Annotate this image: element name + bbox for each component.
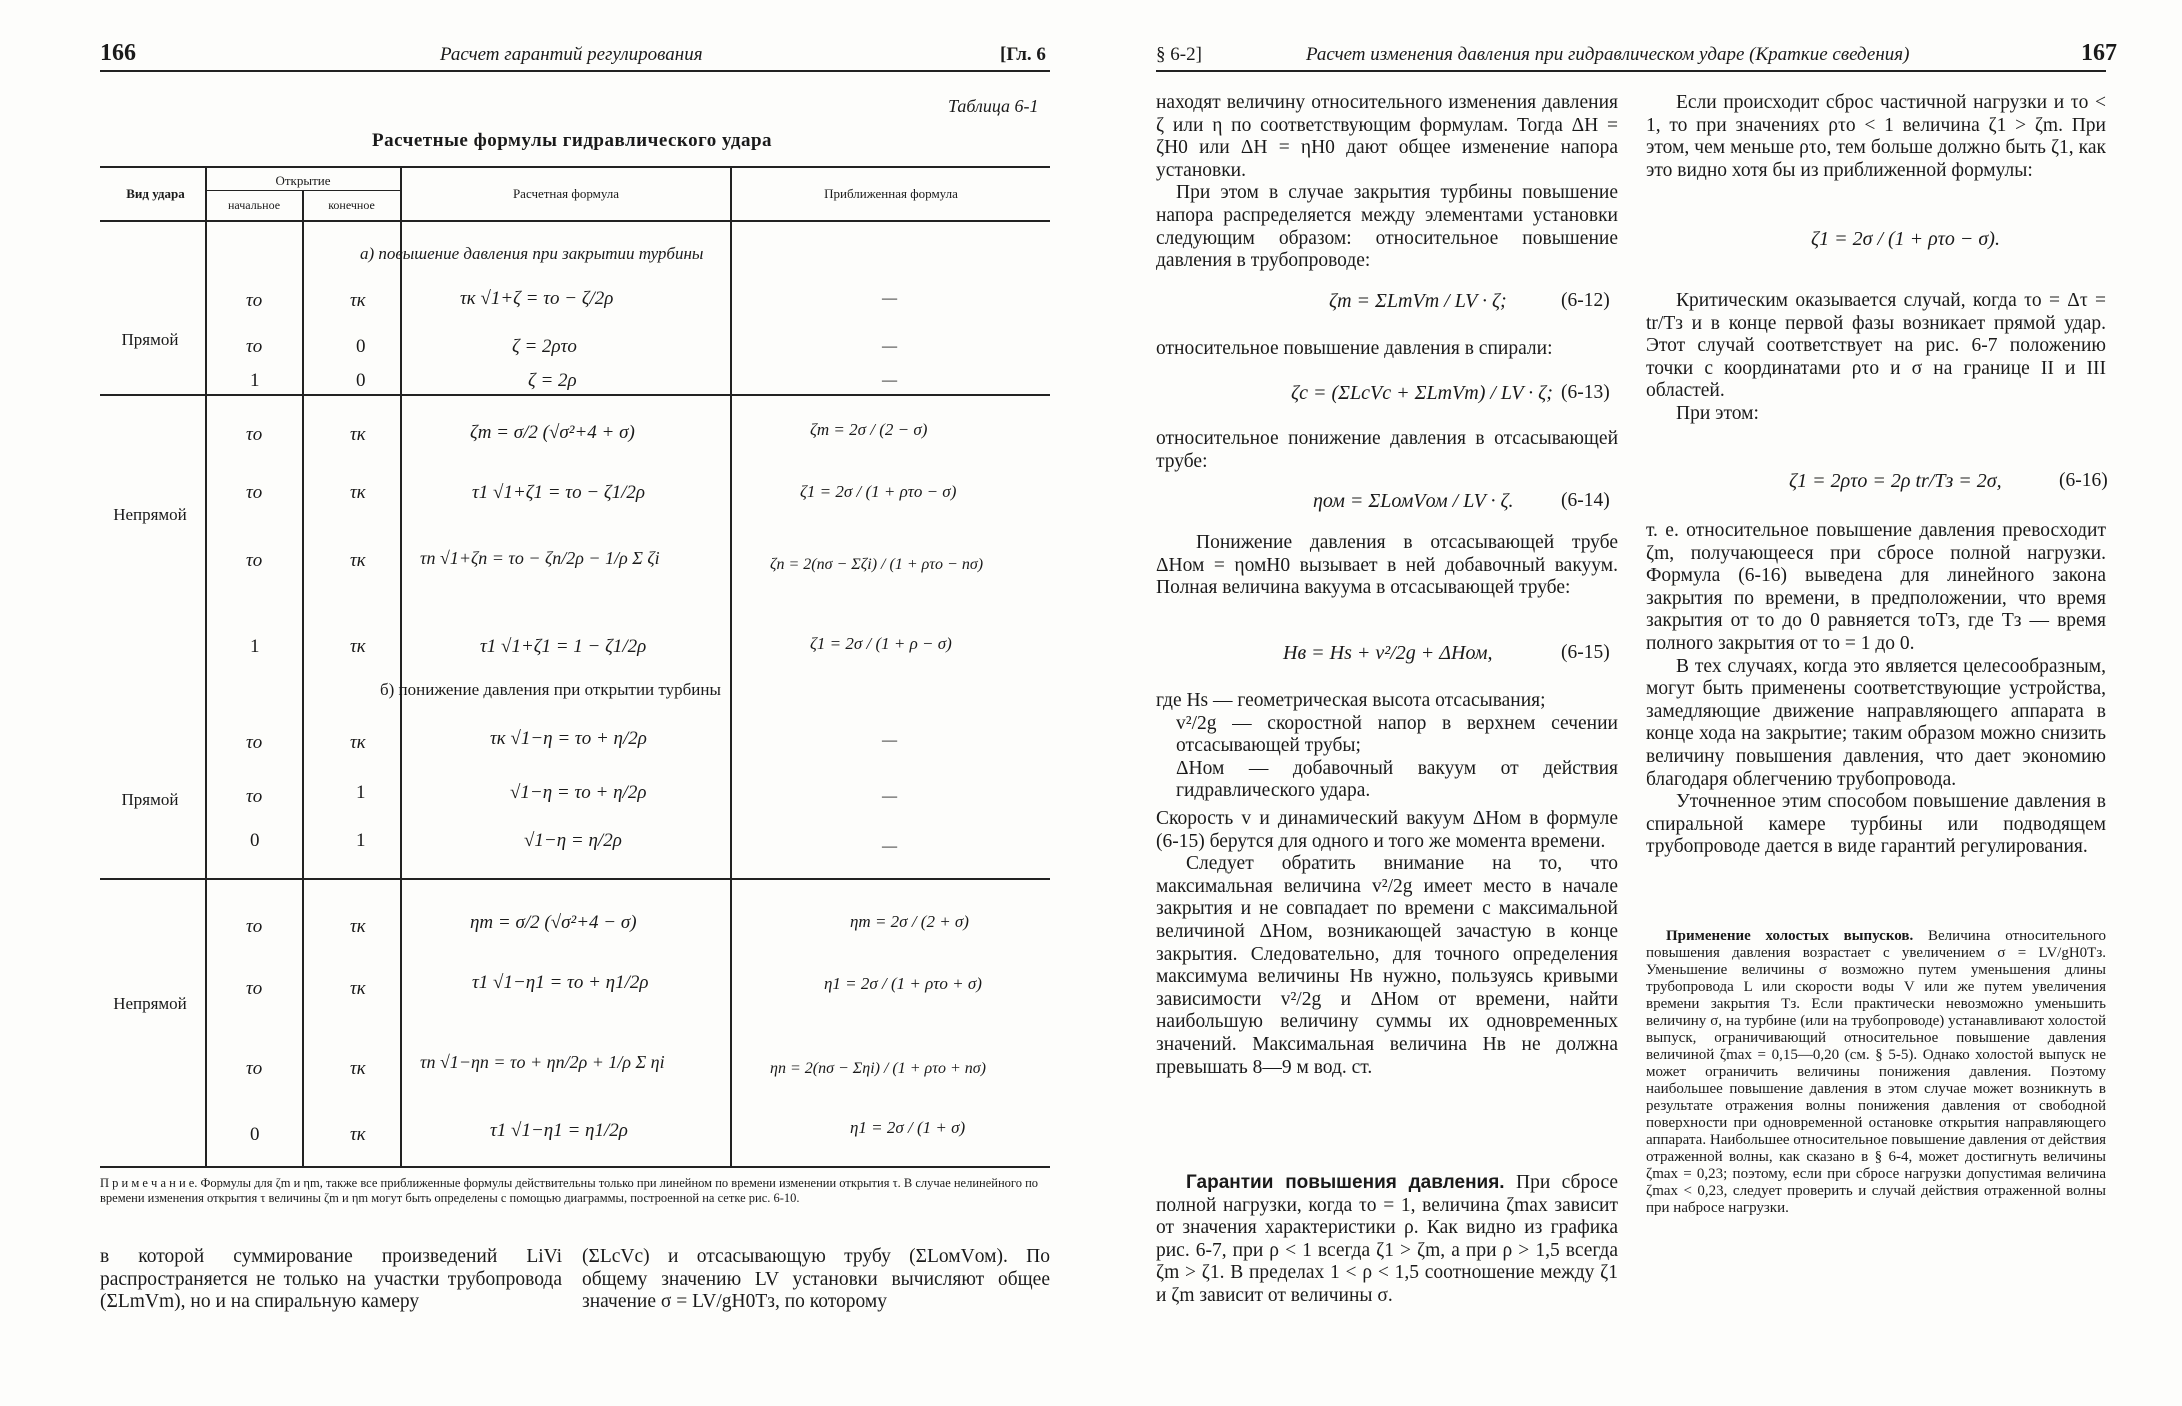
right-col2-small — [1646, 928, 2106, 1217]
right-col2-top — [1646, 92, 2106, 182]
final-cell: τк — [350, 482, 366, 503]
formula-cell: ζ = 2ρ — [528, 370, 577, 391]
right-col2-p2 — [1646, 290, 2106, 426]
left-bottom-col1 — [100, 1246, 562, 1314]
kind-indirect-b: Непрямой — [113, 994, 187, 1013]
table-title: Расчетные формулы гидравлического удара — [372, 130, 773, 151]
paragraph: При этом: — [1676, 402, 1759, 424]
right-col1-guarantees — [1156, 1172, 1618, 1308]
init-cell: 0 — [250, 830, 260, 851]
paragraph: В тех случаях, когда это является целесообразным, могут быть применены соответствующие устройства, замедляющие движение направляющего аппарата в конце хода на закрытие; таким образом можно снизить величину повышения давления, что дает экономию благодаря облегчению трубопровода. — [1646, 655, 2106, 790]
equation: Hв = Hs + v²/2g + ΔHом, — [1283, 642, 1493, 664]
approx-cell: ηm = 2σ / (2 + σ) — [850, 912, 969, 931]
equation-number: (6-14) — [1561, 490, 1610, 511]
section-b-title: б) понижение давления при открытии турбины — [380, 680, 721, 699]
formula-cell: τn √1+ζn = τo − ζn/2ρ − 1/ρ Σ ζi — [420, 548, 660, 568]
right-col1-p4 — [1156, 428, 1618, 473]
formula-cell: τ1 √1−η1 = τo + η1/2ρ — [472, 972, 649, 993]
kind-direct-b: Прямой — [121, 790, 179, 809]
init-cell: τo — [246, 482, 263, 503]
init-cell: τo — [246, 1058, 263, 1079]
col-divider-1 — [205, 166, 207, 1166]
final-cell: τк — [350, 916, 366, 937]
table-bottom-rule — [100, 1166, 1050, 1168]
group-rule — [100, 394, 1050, 396]
paragraph: Следует обратить внимание на то, что максимальная величина v²/2g имеет место в начале закрытия и не совпадает по времени с максимальной величиной ΔHом, возникающей зачастую в конце закрытия. Следовательно, для точного определения максимума величины Hв нужно, пользуясь кривыми зависимости v²/2g и ΔHом от времени, найти наибольшую величину суммы их одновременных значений. Максимальная величина Hв не должна превышать 8—9 м вод. ст. — [1156, 853, 1618, 1078]
paragraph: Понижение давления в отсасывающей трубе ΔHом = ηомH0 вызывает в ней добавочный вакуум. Полная величина вакуума в отсасывающей трубе: — [1156, 532, 1618, 599]
approx-cell: — — [882, 730, 898, 749]
approx-cell: η1 = 2σ / (1 + ρτo + σ) — [824, 974, 982, 993]
header-initial: начальное — [227, 198, 281, 212]
kind-direct-a: Прямой — [121, 330, 179, 349]
approx-cell: — — [882, 288, 898, 307]
paragraph: Если происходит сброс частичной нагрузки и τo < 1, то при значениях ρτo < 1 величина ζ1 > ζm. При этом, чем меньше ρτo, тем больше должно быть ζ1, как это видно хотя бы из приближенной формулы: — [1646, 92, 2106, 181]
init-cell: τo — [246, 550, 263, 571]
paragraph: При этом в случае закрытия турбины повышение напора распределяется между элементами установки следующим образом: относительное повышение давления в трубопроводе: — [1156, 182, 1618, 272]
final-cell: τк — [350, 636, 366, 657]
equation: ζc = (ΣLcVc + ΣLmVm) / LV · ζ; — [1291, 382, 1553, 404]
formula-cell: τк √1−η = τo + η/2ρ — [490, 728, 647, 749]
approx-cell: — — [882, 836, 898, 855]
final-cell: 1 — [356, 782, 366, 803]
final-cell: τк — [350, 1058, 366, 1079]
paragraph: относительное повышение давления в спирали: — [1156, 338, 1553, 359]
definition: где Hs — геометрическая высота отсасывания; — [1156, 690, 1546, 711]
equation-number: (6-15) — [1561, 642, 1610, 663]
init-cell: 1 — [250, 636, 260, 657]
paragraph: Уточненное этим способом повышение давления в спиральной камере турбины или подводящем трубопроводе дается в виде гарантий регулирования. — [1646, 791, 2106, 858]
final-cell: τк — [350, 550, 366, 571]
table-label: Таблица 6-1 — [948, 96, 1039, 116]
small-paragraph: Величина относительного повышения давления возрастает с увеличением σ = LV/gH0Tз. Уменьшение величины σ возможно путем уменьшения длины трубопровода L или скорости воды V или же путем увеличения времени закрытия Tз. Если практически невозможно уменьшить величину σ, на турбине (или на трубопроводе) устанавливают холостой выпуск, ограничивающий относительное повышение давления величиной ζmax = 0,15—0,20 (см. § 5-5). Однако холостой выпуск не может ограничить величины понижения давления. Поэтому наибольшее повышение давления в этом случае может возникнуть в результате отражения волны понижения давления от свободной поверхности при одновременной остановке открытия направляющего аппарата. Наибольшее относительное повышение давления от действия отраженной волны, как сказано в § 6-4, может достигнуть величины ζmax = 0,23; поэтому, если при сбросе нагрузки допустимая величина ζmax < 0,23, следует проверить и случай действия отраженной волны при набросе нагрузки. — [1646, 928, 2106, 1216]
approx-cell: ζ1 = 2σ / (1 + ρ − σ) — [810, 634, 952, 653]
init-cell: τo — [246, 732, 263, 753]
small-heading: Применение холостых выпусков. — [1666, 928, 1914, 944]
final-cell: 1 — [356, 830, 366, 851]
header-final: конечное — [328, 198, 375, 212]
header-kind: Вид удара — [126, 186, 185, 201]
right-page — [1091, 0, 2182, 1406]
approx-cell: ζ1 = 2σ / (1 + ρτo − σ) — [800, 482, 957, 501]
init-cell: τo — [246, 978, 263, 999]
approx-cell: η1 = 2σ / (1 + σ) — [850, 1118, 966, 1137]
section-heading: Гарантии повышения давления. — [1186, 1172, 1505, 1193]
init-cell: 0 — [250, 1124, 260, 1145]
formula-cell: τ1 √1+ζ1 = 1 − ζ1/2ρ — [480, 636, 647, 657]
right-col1-p6 — [1156, 808, 1618, 1079]
equation-number: (6-12) — [1561, 290, 1610, 311]
equation: ηом = ΣLомVом / LV · ζ. — [1313, 490, 1514, 512]
table-top-rule — [100, 166, 1050, 168]
approx-cell: — — [882, 336, 898, 355]
table-note — [100, 1176, 1050, 1206]
right-col2-p4 — [1646, 520, 2106, 859]
header-approx: Приближенная формула — [824, 186, 958, 201]
right-col1-defs — [1156, 690, 1618, 803]
final-cell: τк — [350, 1124, 366, 1145]
section-ref: § 6-2] — [1156, 44, 1202, 65]
init-cell: τo — [246, 424, 263, 445]
section-a-title: а) повышение давления при закрытии турбины — [360, 244, 704, 263]
definition: v²/2g — скоростной напор в верхнем сечении отсасывающей трубы; — [1176, 712, 1618, 757]
paragraph: относительное понижение давления в отсасывающей трубе: — [1156, 428, 1618, 472]
formula-cell: ζm = σ/2 (√σ²+4 + σ) — [470, 422, 635, 443]
table-note-text: П р и м е ч а н и е. Формулы для ζm и ηm, также все приближенные формулы действительны только при линейном по времени изменении открытия τ. В случае нелинейного по времени изменения открытия τ величины ζm и ηm могут быть определены с помощью диаграммы, построенной на сетке рис. 6-10. — [100, 1176, 1039, 1205]
equation: ζ1 = 2σ / (1 + ρτo − σ). — [1811, 228, 2000, 250]
paragraph: Критическим оказывается случай, когда τo = Δτ = tr/Tз и в конце первой фазы возникает прямой удар. Этот случай соответствует на рис. 6-7 положению точки с координатами ρτo и σ на границе II и III областей. — [1646, 290, 2106, 402]
kind-indirect-a: Непрямой — [113, 505, 187, 524]
final-cell: τк — [350, 732, 366, 753]
table-header-rule — [100, 220, 1050, 222]
header-rule — [100, 70, 1050, 72]
formula-cell: ζ = 2ρτo — [512, 336, 577, 357]
paragraph: в которой суммирование произведений LiVi распространяется не только на участки трубопровода (ΣLmVm), но и на спиральную камеру — [100, 1246, 562, 1313]
init-cell: 1 — [250, 370, 260, 391]
group-rule — [100, 878, 1050, 880]
col-divider-4 — [730, 166, 732, 1166]
header-formula: Расчетная формула — [512, 186, 620, 201]
init-cell: τo — [246, 336, 263, 357]
formula-cell: √1−η = η/2ρ — [524, 830, 622, 851]
init-cell: τo — [246, 290, 263, 311]
formula-cell: τn √1−ηn = τo + ηn/2ρ + 1/ρ Σ ηi — [420, 1052, 665, 1072]
paragraph: При сбросе полной нагрузки, когда τo = 1, величина ζmax зависит от значения характеристики ρ. Как видно из графика рис. 6-7, при ρ < 1 всегда ζ1 > ζm, а при ρ > 1,5 всегда ζm > ζ1. В пределах 1 < ρ < 1,5 соотношение между ζ1 и ζm зависит от величины σ. — [1156, 1172, 1618, 1306]
col-divider-3 — [400, 166, 402, 1166]
right-col1-p3 — [1156, 338, 1618, 361]
paragraph: Скорость v и динамический вакуум ΔHом в формуле (6-15) берутся для одного и того же момента времени. — [1156, 808, 1618, 852]
paragraph: (ΣLcVc) и отсасывающую трубу (ΣLомVом). По общему значению LV установки вычисляют общее значение σ = LV/gH0Tз, по которому — [582, 1246, 1050, 1313]
init-cell: τo — [246, 916, 263, 937]
formula-cell: √1−η = τo + η/2ρ — [510, 782, 647, 803]
right-col1-top — [1156, 92, 1618, 273]
approx-cell: ζn = 2(nσ − Σζi) / (1 + ρτo − nσ) — [770, 556, 984, 573]
formula-cell: τ1 √1+ζ1 = τo − ζ1/2ρ — [472, 482, 646, 503]
header-opening: Открытие — [275, 173, 331, 188]
approx-cell: — — [882, 786, 898, 805]
equation: ζm = ΣLmVm / LV · ζ; — [1329, 290, 1507, 312]
page-number: 166 — [100, 40, 136, 66]
equation-number: (6-13) — [1561, 382, 1610, 403]
header-rule — [1156, 70, 2106, 72]
col-divider-2 — [302, 190, 304, 1166]
final-cell: τк — [350, 978, 366, 999]
right-col1-p5 — [1156, 532, 1618, 600]
paragraph: т. е. относительное повышение давления превосходит ζm, получающееся при сбросе полной нагрузки. Формула (6-16) выведена для линейного закона закрытия по времени, в предположении, что время закрытия от τo до 0 равняется τoTз, где Tз — время полного закрытия от τo = 1 до 0. — [1646, 520, 2106, 654]
equation: ζ1 = 2ρτo = 2ρ tr/Tз = 2σ, — [1789, 470, 2002, 492]
approx-cell: ηn = 2(nσ − Σηi) / (1 + ρτo + nσ) — [770, 1060, 986, 1077]
definition: ΔHом — добавочный вакуум от действия гидравлического удара. — [1176, 757, 1618, 802]
formula-cell: τ1 √1−η1 = η1/2ρ — [490, 1120, 628, 1141]
equation-number: (6-16) — [2059, 470, 2108, 491]
page-number: 167 — [2081, 40, 2117, 66]
approx-cell: ζm = 2σ / (2 − σ) — [810, 420, 928, 439]
final-cell: 0 — [356, 336, 366, 357]
running-head: Расчет изменения давления при гидравлическом ударе (Краткие сведения) — [1306, 44, 1910, 65]
final-cell: 0 — [356, 370, 366, 391]
paragraph: находят величину относительного изменения давления ζ или η по соответствующим формулам. Тогда ΔH = ζH0 или ΔH = ηH0 дают общее изменение напора установки. — [1156, 92, 1618, 181]
formula-cell: ηm = σ/2 (√σ²+4 − σ) — [470, 912, 637, 933]
running-head: Расчет гарантий регулирования — [440, 44, 703, 65]
left-bottom-col2 — [582, 1246, 1050, 1314]
approx-cell: — — [882, 370, 898, 389]
init-cell: τo — [246, 786, 263, 807]
final-cell: τк — [350, 424, 366, 445]
final-cell: τк — [350, 290, 366, 311]
chapter-ref: [Гл. 6 — [1000, 44, 1046, 65]
formula-cell: τк √1+ζ = τo − ζ/2ρ — [460, 288, 614, 309]
